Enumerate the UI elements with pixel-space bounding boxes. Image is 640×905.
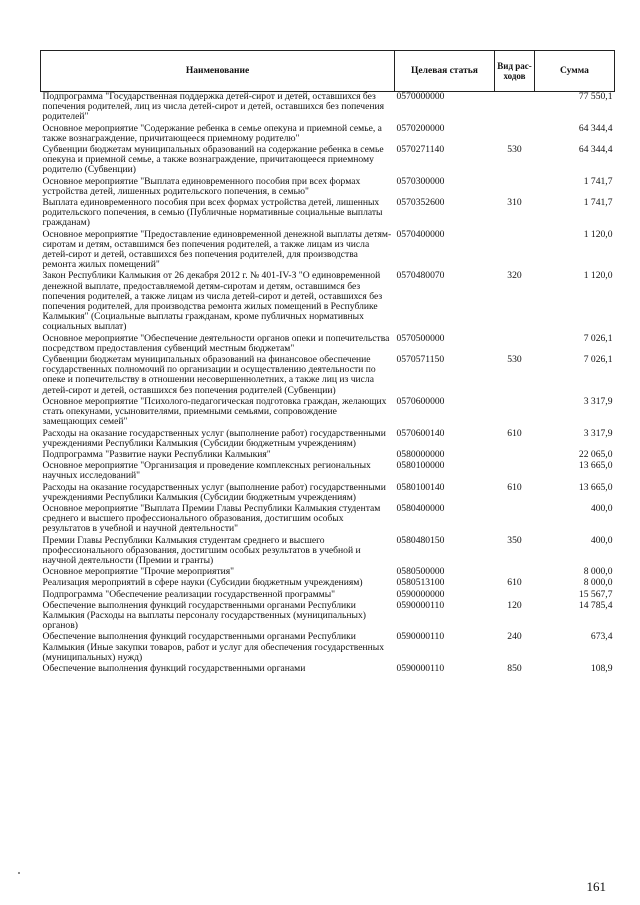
table-row [41,92,615,124]
table-row [41,601,615,633]
row-sum: 8 000,0 [583,577,613,589]
row-kind [495,504,535,536]
row-sum: 108,9 [590,662,613,674]
row-sum: 64 344,4 [578,122,613,134]
budget-table [40,50,615,675]
row-kind: 320 [507,270,522,282]
row-name: Основное мероприятие "Содержание ребенка в семье опекуна и приемной семье, а также вознаграждение, причитающееся приемному родителю" [42,122,382,144]
row-name: Премии Главы Республики Калмыкия студентам среднего и высшего профессионального образования, достигшим особых результатов в учебной и научной деятельности (Премии и гранты) [42,534,361,566]
row-kind: 610 [507,577,522,589]
row-code: 0580000000 [396,448,445,460]
row-name: Основное мероприятие "Выплата единовременного пособия при всех формах устройства детей, лишенных родительского попечения, в семью" [42,175,361,197]
row-sum: 673,4 [590,631,613,643]
table-row [41,397,615,429]
row-name: Выплата единовременного пособия при всех формах устройства детей, лишенных родительского попечения, в семью (Публичные нормативные социальные выплаты гражданам) [42,197,383,229]
row-kind: 610 [507,427,522,439]
row-name: Основное мероприятие "Предоставление единовременной денежной выплаты детям-сиротам и детям, оставшимся без попечения родителей, а также лицам из числа детей-сирот и детей, оставшихся без попечения родителей, для производства ремонта жилых помещений" [42,228,392,271]
row-name: Подпрограмма "Обеспечение реализации государственной программы" [42,588,336,600]
table-row [41,145,615,177]
row-kind [495,124,535,145]
row-code: 0580100140 [396,481,445,493]
row-code: 0570300000 [396,175,445,187]
table-row [41,230,615,272]
row-sum: 7 026,1 [583,354,613,366]
row-code: 0580500000 [396,566,445,578]
page-number: 161 [586,879,606,894]
row-sum: 400,0 [590,534,613,546]
row-name: Основное мероприятие "Выплата Премии Главы Республики Калмыкия студентам среднего и высшего профессионального образования, достигшим особых результатов в учебной и научной деятельности" [42,502,381,535]
row-sum: 8 000,0 [583,566,613,578]
row-name: Подпрограмма "Развитие науки Республики Калмыкия" [42,448,271,460]
row-code: 0570200000 [396,122,445,134]
header-kind: Вид рас-ходов [495,51,535,92]
table-row [41,664,615,675]
row-code: 0580480150 [396,534,445,546]
header-sum: Сумма [535,51,615,92]
row-kind: 120 [507,599,522,611]
row-sum: 1 120,0 [583,228,613,240]
row-name: Расходы на оказание государственных услуг (выполнение работ) государственными учреждениями Республики Калмыкия (Субсидии бюджетным учреждениям) [42,481,386,503]
row-name: Основное мероприятие "Прочие мероприятия" [42,566,235,578]
row-code: 0570571150 [396,354,445,366]
row-kind [495,334,535,355]
row-sum: 77 550,1 [578,91,613,102]
row-code: 0580100000 [396,460,445,472]
row-name: Основное мероприятие "Обеспечение деятельности органов опеки и попечительства посредством предоставления субвенций местным бюджетам" [42,332,390,354]
table-row [41,536,615,568]
row-code: 0580513100 [396,577,445,589]
row-name: Расходы на оказание государственных услуг (выполнение работ) государственными учреждениями Республики Калмыкия (Субсидии бюджетным учреждениям) [42,427,386,449]
row-name: Реализация мероприятий в сфере науки (Субсидии бюджетным учреждениям) [42,577,363,589]
row-name: Субвенции бюджетам муниципальных образований на содержание ребенка в семье опекуна и приемной семье, а также вознаграждение, причитающееся приемному родителю (Субвенции) [42,144,384,176]
row-kind: 530 [507,144,522,156]
row-name: Обеспечение выполнения функций государственными органами Республики Калмыкия (Расходы на выплаты персоналу государственных (муниципальных) органов) [42,599,366,632]
row-kind: 610 [507,481,522,493]
row-code: 0570500000 [396,332,445,344]
row-name: Обеспечение выполнения функций государственными органами [42,662,306,674]
table-body [41,92,615,676]
row-kind [495,397,535,429]
row-name: Обеспечение выполнения функций государственными органами Республики Калмыкия (Иные закупки товаров, работ и услуг для обеспечения государственных (муниципальных) нужд) [42,631,385,663]
row-kind: 310 [507,197,522,209]
row-kind: 240 [507,631,522,643]
row-kind: 530 [507,354,522,366]
row-kind [495,92,535,124]
table-row [41,429,615,450]
row-sum: 64 344,4 [578,144,613,156]
row-sum: 13 665,0 [578,460,613,472]
row-kind [495,450,535,461]
row-kind: 850 [507,662,522,674]
row-sum: 400,0 [590,502,613,514]
row-sum: 1 741,7 [583,197,613,209]
row-name: Основное мероприятие "Психолого-педагогическая подготовка граждан, желающих стать опекунами, усыновителями, приемными семьями, сопровождение замещающих семей" [42,395,387,428]
row-sum: 15 567,7 [578,588,613,600]
row-code: 0590000110 [396,662,445,674]
row-code: 0590000110 [396,631,445,643]
row-sum: 7 026,1 [583,332,613,344]
table-row [41,578,615,589]
row-name: Основное мероприятие "Организация и проведение комплексных региональных научных исследований" [42,460,371,482]
row-sum: 3 317,9 [583,395,613,407]
row-sum: 14 785,4 [578,599,613,611]
row-sum: 1 741,7 [583,175,613,187]
header-code: Целевая статья [395,51,495,92]
row-code: 0570271140 [396,144,445,156]
row-code: 0570600000 [396,395,445,407]
row-kind [495,177,535,198]
table-row [41,504,615,536]
table-row [41,355,615,397]
row-code: 0570000000 [396,91,445,102]
table-header-row [41,51,615,92]
table-row [41,483,615,504]
table-row [41,271,615,333]
row-name: Подпрограмма "Государственная поддержка детей-сирот и детей, оставшихся без попечения родителей, лиц из числа детей-сирот и детей, оставшихся без попечения родителей" [42,91,385,123]
row-code: 0580400000 [396,502,445,514]
row-code: 0570400000 [396,228,445,240]
row-kind [495,461,535,482]
table-row [41,198,615,230]
row-name: Закон Республики Калмыкия от 26 декабря 2012 г. № 401-IV-З "О единовременной денежной выплате, предоставляемой детям-сиротам и детям, оставшимся без попечения родителей, а также лицам из числа детей-сирот и детей, оставшихся без попечения родителей, для производства ремонта жилых помещений в Республике Калмыкия" (Социальные выплаты гражданам, кроме публичных нормативных социальных выплат) [42,270,383,333]
row-code: 0590000110 [396,599,445,611]
row-name: Субвенции бюджетам муниципальных образований на финансовое обеспечение государственных полномочий по организации и осуществлению деятельности по опеке и попечительству в отношении несовершеннолетних, а также лиц из числа детей-сирот и детей, оставшихся без попечения родителей (Субвенции) [42,354,376,396]
table-row [41,177,615,198]
table-row [41,461,615,482]
row-sum: 3 317,9 [583,427,613,439]
table-row [41,632,615,664]
row-code: 0570600140 [396,427,445,439]
scan-speck [18,872,20,874]
row-sum: 22 065,0 [578,448,613,460]
row-sum: 13 665,0 [578,481,613,493]
row-code: 0590000000 [396,588,445,600]
table-row [41,124,615,145]
table-row [41,334,615,355]
row-kind [495,230,535,272]
row-code: 0570352600 [396,197,445,209]
row-sum: 1 120,0 [583,270,613,282]
header-name: Наименование [41,51,395,92]
row-code: 0570480070 [396,270,445,282]
row-kind: 350 [507,534,522,546]
